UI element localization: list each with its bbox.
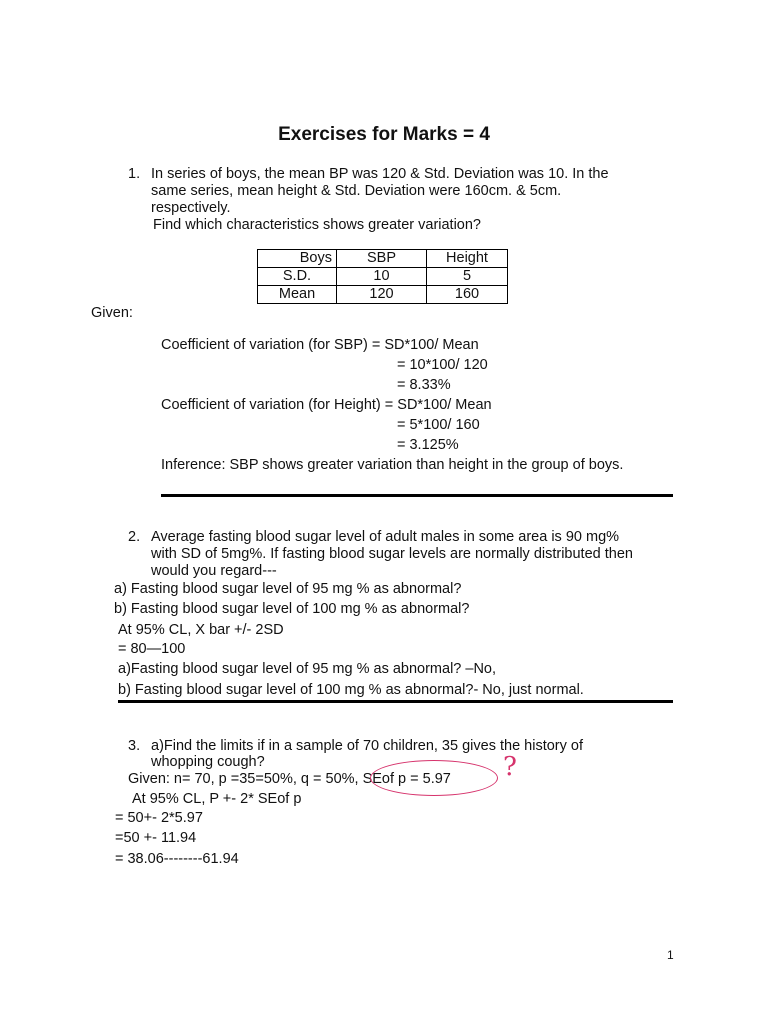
- q2-number: 2.: [128, 529, 141, 545]
- highlight-ellipse: [370, 760, 498, 796]
- q2-text-line2: with SD of 5mg%. If fasting blood sugar levels are normally distributed then: [151, 546, 633, 562]
- table-cell: 10: [337, 268, 427, 286]
- q1-cv-sbp: Coefficient of variation (for SBP) = SD*100/ Mean: [161, 337, 479, 353]
- q1-cv-sbp-step1: = 10*100/ 120: [397, 357, 488, 373]
- q1-data-table: [257, 249, 508, 304]
- table-cell: 5: [427, 268, 508, 286]
- q2-range: = 80—100: [118, 641, 186, 657]
- q1-inference: Inference: SBP shows greater variation than height in the group of boys.: [161, 457, 624, 473]
- q1-text-line1: In series of boys, the mean BP was 120 & Std. Deviation was 10. In the: [151, 166, 609, 182]
- q2-answer-b: b) Fasting blood sugar level of 100 mg % as abnormal?- No, just normal.: [118, 682, 584, 698]
- page-number: 1: [667, 948, 674, 962]
- table-row: [258, 286, 508, 304]
- q1-text-line3: respectively.: [151, 200, 231, 216]
- q3-text-line1: a)Find the limits if in a sample of 70 children, 35 gives the history of: [151, 738, 583, 754]
- q1-cv-sbp-step2: = 8.33%: [397, 377, 451, 393]
- table-header-cell: SBP: [337, 250, 427, 268]
- q2-text-line3: would you regard---: [151, 563, 277, 579]
- q1-text-line2: same series, mean height & Std. Deviation were 160cm. & 5cm.: [151, 183, 562, 199]
- q1-cv-height: Coefficient of variation (for Height) = SD*100/ Mean: [161, 397, 492, 413]
- q2-confidence-limit: At 95% CL, X bar +/- 2SD: [118, 622, 284, 638]
- table-header-cell: Boys: [258, 250, 337, 268]
- table-row: [258, 250, 508, 268]
- q3-number: 3.: [128, 738, 141, 754]
- table-header-cell: Height: [427, 250, 508, 268]
- q2-part-a: a) Fasting blood sugar level of 95 mg % as abnormal?: [114, 581, 462, 597]
- question-mark-annotation: ?: [503, 752, 517, 782]
- q1-given-label: Given:: [91, 305, 133, 321]
- q2-text-line1: Average fasting blood sugar level of adult males in some area is 90 mg%: [151, 529, 620, 545]
- q1-cv-height-step2: = 3.125%: [397, 437, 459, 453]
- table-row: [258, 268, 508, 286]
- q3-given: Given: n= 70, p =35=50%, q = 50%, SEof p = 5.97: [128, 771, 451, 787]
- section-divider: [118, 700, 673, 703]
- page-title: Exercises for Marks = 4: [278, 124, 490, 145]
- table-cell: 160: [427, 286, 508, 304]
- q1-cv-height-step1: = 5*100/ 160: [397, 417, 480, 433]
- q2-part-b: b) Fasting blood sugar level of 100 mg % as abnormal?: [114, 601, 470, 617]
- q3-step1: = 50+- 2*5.97: [115, 810, 203, 826]
- q3-step3: = 38.06--------61.94: [115, 851, 239, 867]
- q3-step2: =50 +- 11.94: [115, 830, 197, 846]
- q3-confidence-limit: At 95% CL, P +- 2* SEof p: [132, 791, 302, 807]
- q2-answer-a: a)Fasting blood sugar level of 95 mg % as abnormal? –No,: [118, 661, 497, 677]
- q1-question: Find which characteristics shows greater variation?: [153, 217, 481, 233]
- q1-number: 1.: [128, 166, 141, 182]
- section-divider: [161, 494, 673, 497]
- table-cell: Mean: [258, 286, 337, 304]
- q3-text-line2: whopping cough?: [151, 754, 265, 770]
- table-cell: S.D.: [258, 268, 337, 286]
- table-cell: 120: [337, 286, 427, 304]
